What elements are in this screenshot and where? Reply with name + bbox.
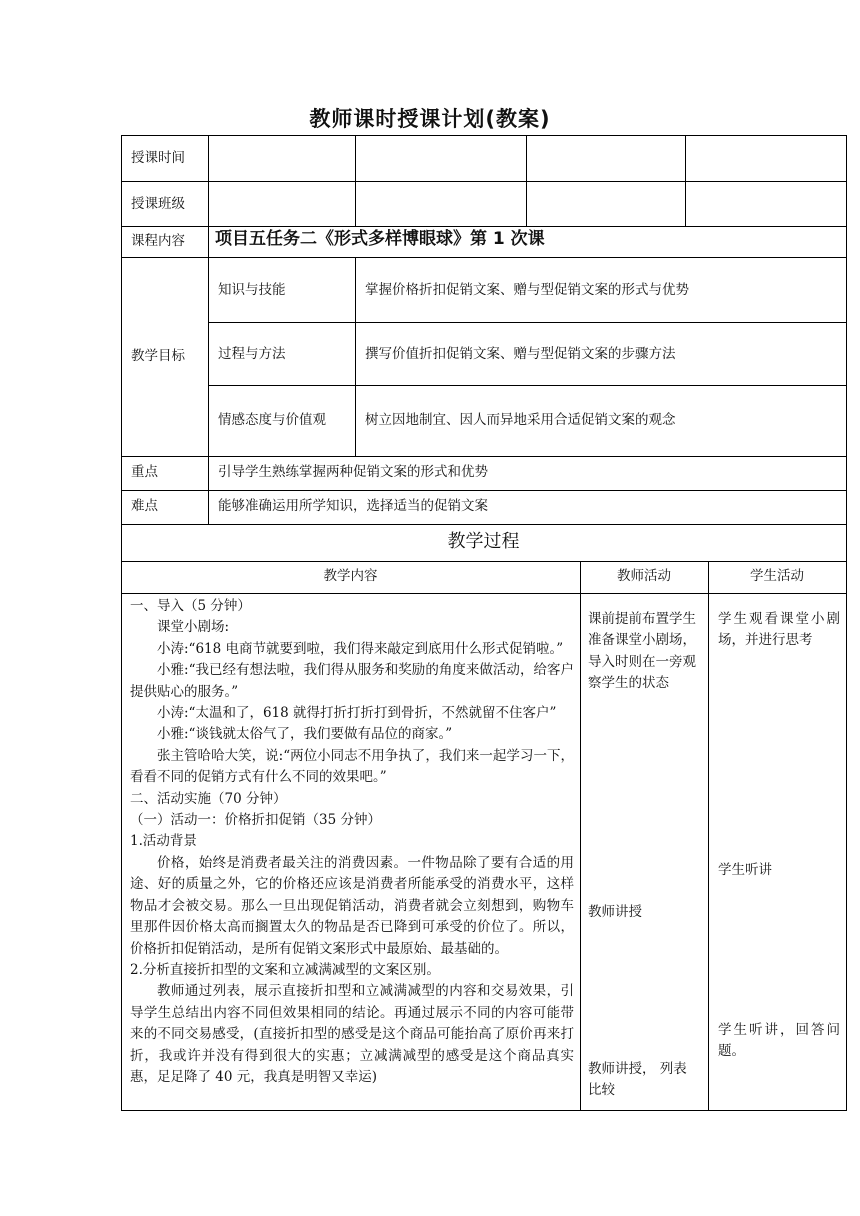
objective-name: 知识与技能 [218, 282, 286, 298]
teaching-content [130, 596, 574, 1088]
content-paragraph: 课堂小剧场: [157, 619, 230, 636]
col-header-content: 教学内容 [323, 568, 378, 584]
content-paragraph: 价格，始终是消费者最关注的消费因素。一件物品除了要有合适的用途、好的质量之外，它的价格还应该是消费者所能承受的消费水平，这样物品才会被交易。那么一旦出现促销活动，消费者就会立刻想到，购物车里那件因价格太高而搁置太久的物品是否已降到可承受的价位了。所以，价格折扣促销活动，是所有促销文案形式中最原始、最基础的。 [130, 854, 574, 957]
content-paragraph: 张主管哈哈大笑，说:“两位小同志不用争执了，我们来一起学习一下，看看不同的促销方式有什么不同的效果吧。” [130, 747, 574, 786]
table-border [121, 593, 846, 594]
table-border [355, 135, 356, 226]
table-border [526, 135, 527, 226]
content-paragraph: 2.分析直接折扣型的文案和立减满减型的文案区别。 [130, 961, 440, 978]
objectives-label: 教学目标 [131, 348, 185, 364]
content-paragraph: 小涛:“太温和了，618 就得打折打折打到骨折，不然就留不住客户” [157, 705, 557, 722]
content-label: 课程内容 [131, 233, 185, 249]
table-border [580, 561, 581, 1111]
key-point-value: 引导学生熟练掌握两种促销文案的形式和优势 [218, 464, 488, 480]
student-activity: 学生听讲 [718, 862, 772, 878]
table-border [208, 226, 209, 524]
table-border [846, 135, 847, 1111]
difficulty-value: 能够准确运用所学知识，选择适当的促销文案 [218, 498, 488, 514]
table-border [121, 456, 846, 457]
teacher-activity: 课前提前布置学生准备课堂小剧场，导入时则在一旁观察学生的状态 [588, 611, 696, 692]
student-activity: 学生观看课堂小剧场，并进行思考 [718, 611, 840, 649]
content-paragraph: 1.活动背景 [130, 833, 197, 850]
table-border [208, 322, 846, 323]
table-border [121, 135, 846, 136]
content-paragraph: （一）活动一：价格折扣促销（35 分钟） [130, 812, 381, 829]
time-label: 授课时间 [131, 150, 185, 166]
key-point-label: 重点 [131, 464, 158, 480]
table-border [208, 135, 209, 226]
content-paragraph: 小雅:“谈钱就太俗气了，我们要做有品位的商家。” [157, 726, 453, 743]
course-content-value: 项目五任务二《形式多样博眼球》第 1 次课 [215, 229, 545, 249]
student-activity: 学生听讲，回答问题。 [718, 1022, 840, 1060]
table-border [685, 135, 686, 226]
content-paragraph: 小雅:“我已经有想法啦，我们得从服务和奖励的角度来做活动，给客户提供贴心的服务。” [130, 662, 574, 700]
table-border [121, 490, 846, 491]
teacher-activity: 教师讲授， 列表比较 [588, 1061, 687, 1099]
content-paragraph: 小涛:“618 电商节就要到啦，我们得来敲定到底用什么形式促销啦。” [157, 640, 564, 657]
table-border [208, 385, 846, 386]
process-heading: 教学过程 [447, 531, 520, 552]
page-title: 教师课时授课计划(教案) [309, 107, 551, 131]
class-label: 授课班级 [131, 196, 185, 212]
objective-name: 过程与方法 [218, 346, 286, 362]
table-border [121, 135, 122, 1111]
table-border [121, 226, 846, 227]
content-paragraph: 二、活动实施（70 分钟） [130, 790, 287, 807]
table-border [121, 181, 846, 182]
table-border [121, 561, 846, 562]
objective-value: 撰写价值折扣促销文案、赠与型促销文案的步骤方法 [365, 346, 676, 362]
table-border [121, 257, 846, 258]
objective-value: 树立因地制宜、因人而异地采用合适促销文案的观念 [365, 412, 676, 428]
table-border [121, 524, 846, 525]
content-paragraph: 教师通过列表，展示直接折扣型和立减满减型的内容和交易效果，引导学生总结出内容不同但效果相同的结论。再通过展示不同的内容可能带来的不同交易感受，(直接折扣型的感受是这个商品可能抬高了原价再来打折，我或许并没有得到很大的实惠；立减满减型的感受是这个商品真实惠，足足降了 40 元，我真是明智又幸运) [130, 983, 574, 1085]
col-header-teacher: 教师活动 [617, 568, 671, 584]
table-border [355, 257, 356, 456]
objective-name: 情感态度与价值观 [218, 412, 326, 428]
table-border [708, 561, 709, 1111]
objective-value: 掌握价格折扣促销文案、赠与型促销文案的形式与优势 [365, 282, 689, 298]
content-paragraph: 一、导入（5 分钟） [130, 598, 251, 614]
col-header-student: 学生活动 [750, 568, 804, 584]
teacher-activity: 教师讲授 [588, 904, 642, 920]
difficulty-label: 难点 [131, 498, 158, 514]
table-border [121, 1110, 846, 1111]
